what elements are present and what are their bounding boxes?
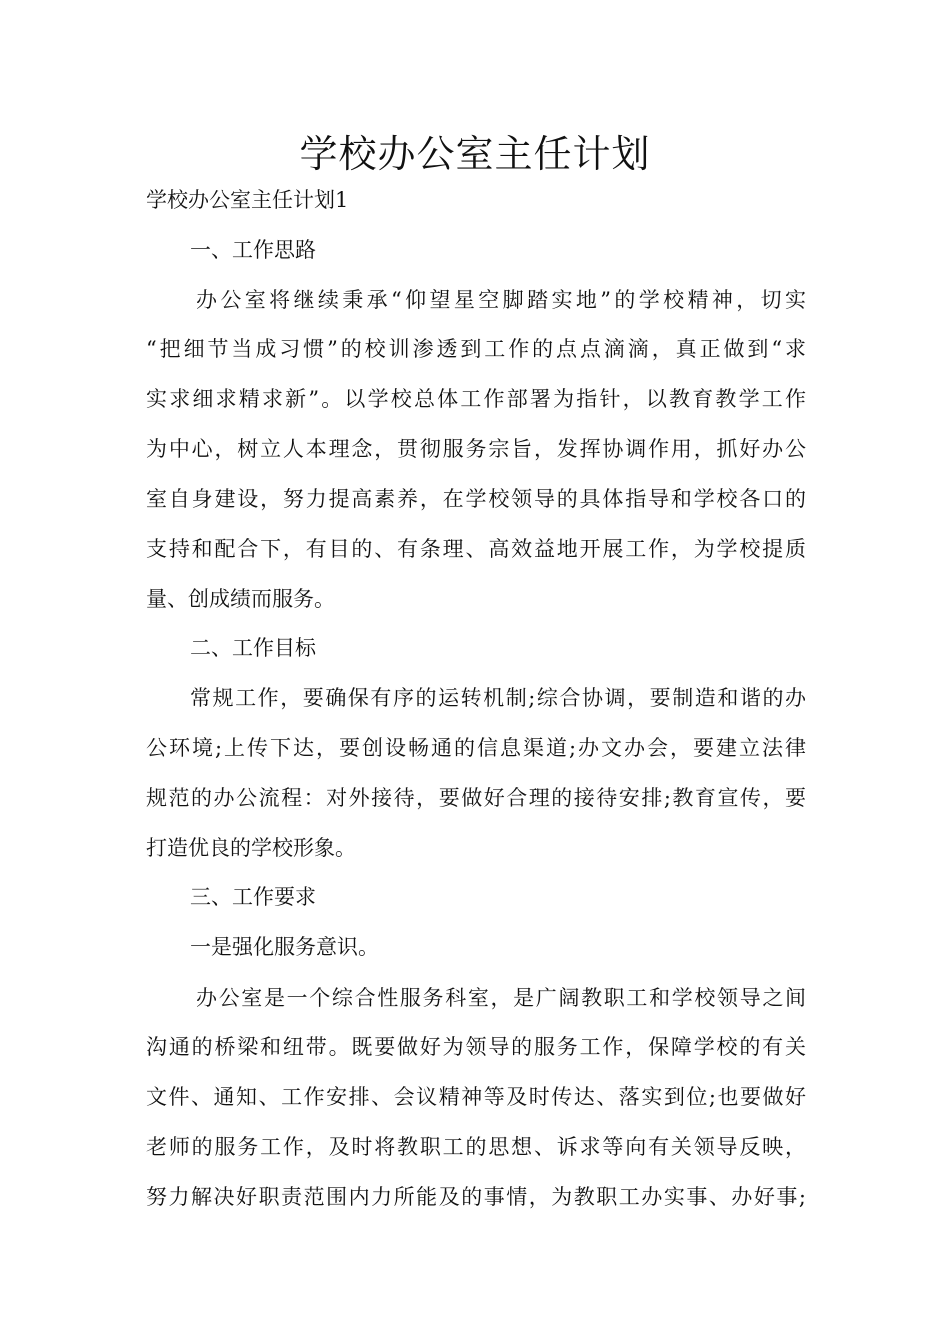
- paragraph-line: 实求细求精求新”。以学校总体工作部署为指针，以教育教学工作: [146, 387, 806, 411]
- paragraph-line: “把细节当成习惯”的校训渗透到工作的点点滴滴，真正做到“求: [146, 337, 806, 361]
- paragraph-line: 室自身建设，努力提高素养，在学校领导的具体指导和学校各口的: [146, 487, 806, 511]
- document-subtitle: 学校办公室主任计划1: [146, 188, 349, 212]
- section-heading-work-approach: 一、工作思路: [190, 238, 316, 262]
- paragraph-line: 常规工作，要确保有序的运转机制;综合协调，要制造和谐的办: [190, 686, 806, 710]
- paragraph-line: 文件、通知、工作安排、会议精神等及时传达、落实到位;也要做好: [146, 1085, 806, 1109]
- paragraph-line: 量、创成绩而服务。: [146, 587, 335, 611]
- section-heading-work-goals: 二、工作目标: [190, 636, 316, 660]
- paragraph-line: 支持和配合下，有目的、有条理、高效益地开展工作，为学校提质: [146, 537, 806, 561]
- paragraph-line: 规范的办公流程：对外接待，要做好合理的接待安排;教育宣传，要: [146, 786, 806, 810]
- paragraph-line: 打造优良的学校形象。: [146, 836, 356, 860]
- subheading-service-awareness: 一是强化服务意识。: [190, 935, 379, 959]
- section-heading-work-requirements: 三、工作要求: [190, 885, 316, 909]
- paragraph-line: 老师的服务工作，及时将教职工的思想、诉求等向有关领导反映，: [146, 1135, 806, 1159]
- paragraph-line: 公环境;上传下达，要创设畅通的信息渠道;办文办会，要建立法律: [146, 736, 806, 760]
- paragraph-line: 办公室是一个综合性服务科室，是广阔教职工和学校领导之间: [196, 986, 806, 1010]
- paragraph-line: 办公室将继续秉承“仰望星空脚踏实地”的学校精神，切实: [196, 288, 806, 312]
- paragraph-line: 沟通的桥梁和纽带。既要做好为领导的服务工作，保障学校的有关: [146, 1035, 806, 1059]
- document-title: 学校办公室主任计划: [299, 132, 651, 176]
- paragraph-line: 努力解决好职责范围内力所能及的事情，为教职工办实事、办好事;: [146, 1185, 806, 1209]
- paragraph-line: 为中心，树立人本理念，贯彻服务宗旨，发挥协调作用，抓好办公: [146, 437, 806, 461]
